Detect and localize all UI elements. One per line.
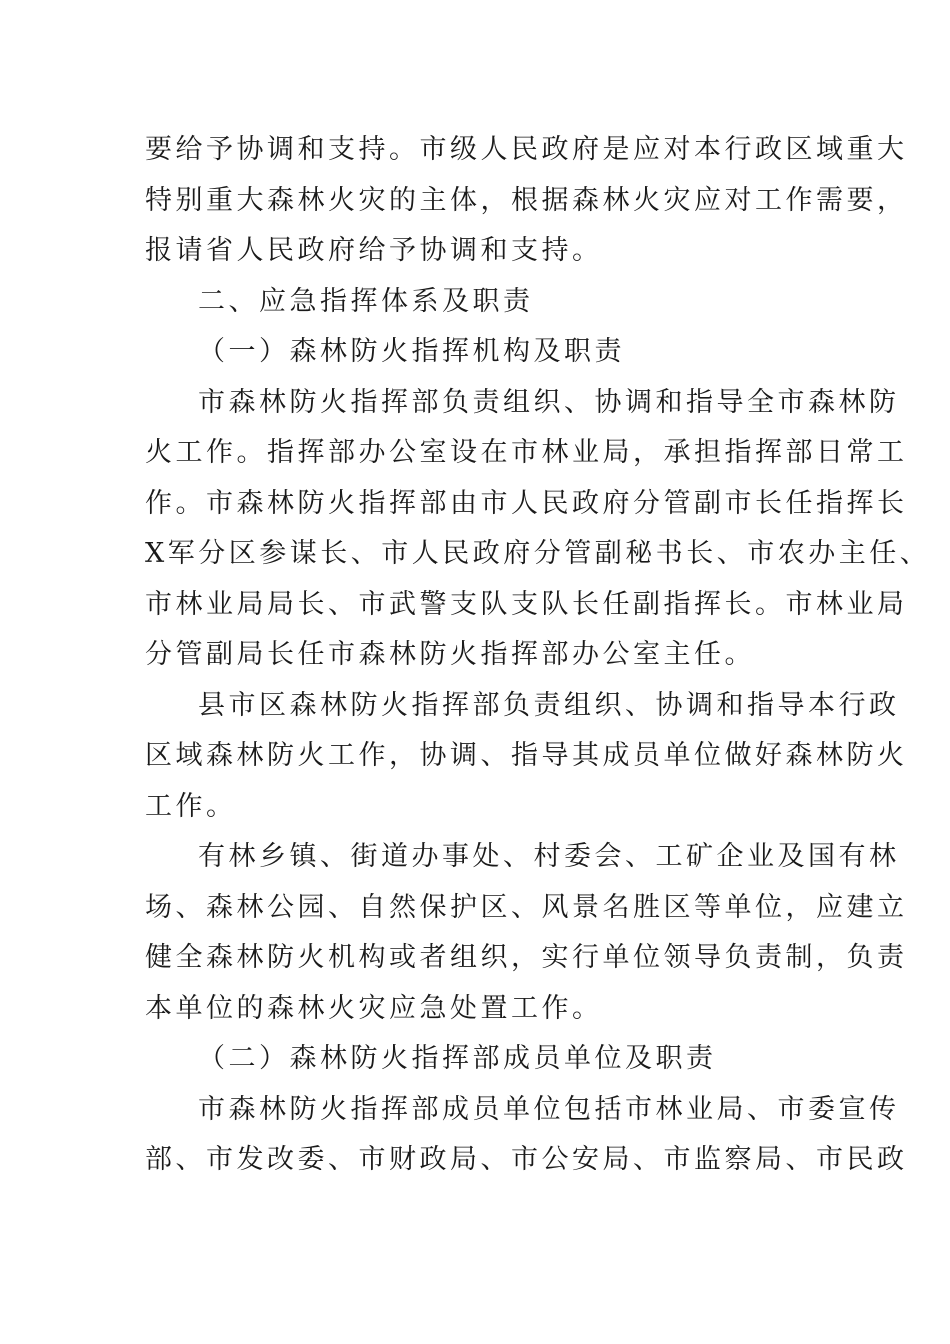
body-text-line: 市林业局局长、市武警支队支队长任副指挥长。市林业局 xyxy=(145,589,908,620)
body-text-line: 火工作。指挥部办公室设在市林业局，承担指挥部日常工 xyxy=(145,437,908,468)
body-text-line: 市森林防火指挥部负责组织、协调和指导全市森林防 xyxy=(198,387,900,418)
body-text-line: 市森林防火指挥部成员单位包括市林业局、市委宣传 xyxy=(198,1094,900,1125)
body-text-line: 县市区森林防火指挥部负责组织、协调和指导本行政 xyxy=(198,690,900,721)
subsection-heading: （二）森林防火指挥部成员单位及职责 xyxy=(198,1043,717,1074)
body-text-line: 场、森林公园、自然保护区、风景名胜区等单位，应建立 xyxy=(145,892,908,923)
body-text-line: 报请省人民政府给予协调和支持。 xyxy=(145,235,603,266)
body-text-line: 特别重大森林火灾的主体，根据森林火灾应对工作需要， xyxy=(145,185,908,216)
subsection-heading: （一）森林防火指挥机构及职责 xyxy=(198,336,625,367)
body-text-line: 本单位的森林火灾应急处置工作。 xyxy=(145,993,603,1024)
section-heading: 二、应急指挥体系及职责 xyxy=(198,286,534,317)
body-text-line: 有林乡镇、街道办事处、村委会、工矿企业及国有林 xyxy=(198,841,900,872)
body-text-line: 作。市森林防火指挥部由市人民政府分管副市长任指挥长 xyxy=(145,488,908,519)
body-text-line: 分管副局长任市森林防火指挥部办公室主任。 xyxy=(145,639,755,670)
body-text-line: 健全森林防火机构或者组织，实行单位领导负责制，负责 xyxy=(145,942,908,973)
body-text-line: 部、市发改委、市财政局、市公安局、市监察局、市民政 xyxy=(145,1144,908,1175)
body-text-line: 要给予协调和支持。市级人民政府是应对本行政区域重大 xyxy=(145,134,908,165)
body-text-line: 区域森林防火工作，协调、指导其成员单位做好森林防火 xyxy=(145,740,908,771)
body-text-line: 工作。 xyxy=(145,791,237,822)
body-text-line: X军分区参谋长、市人民政府分管副秘书长、市农办主任、 xyxy=(145,538,931,569)
